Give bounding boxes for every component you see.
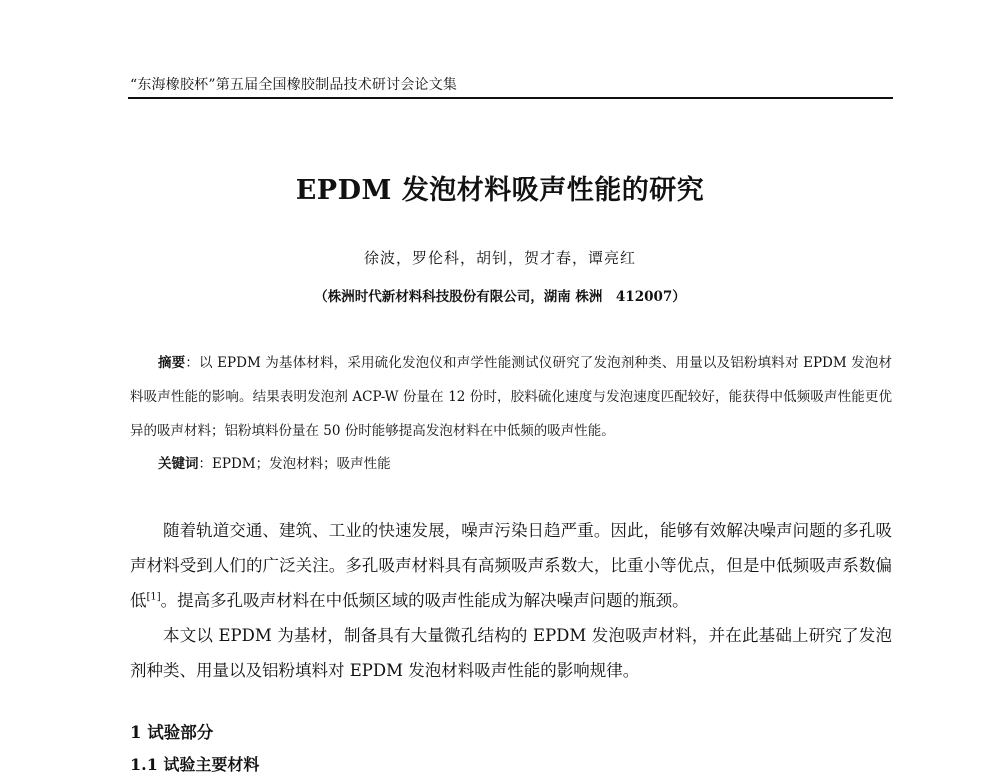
- running-header: “东海橡胶杯”第五届全国橡胶制品技术研讨会论文集: [130, 77, 458, 93]
- keywords-label: 关键词: [158, 456, 199, 472]
- keywords-text: ：EPDM；发泡材料；吸声性能: [198, 456, 391, 472]
- paragraph-1-text: 随着轨道交通、建筑、工业的快速发展，噪声污染日趋严重。因此，能够有效解决噪声问题的多孔吸声材料受到人们的广泛关注。多孔吸声材料具有高频吸声系数大，比重小等优点，但是中低频吸声系数偏低: [130, 521, 892, 610]
- abstract: [130, 346, 892, 448]
- author-list: 徐波，罗伦科，胡钊，贺才春，谭亮红: [363, 249, 636, 267]
- subsection-heading: 1.1 试验主要材料: [130, 755, 260, 774]
- keywords: [158, 452, 391, 472]
- body-paragraph-1: [130, 513, 892, 618]
- header-rule: [128, 97, 893, 99]
- paragraph-1-text-end: 。提高多孔吸声材料在中低频区域的吸声性能成为解决噪声问题的瓶颈。: [160, 591, 689, 610]
- section-heading: 1 试验部分: [130, 723, 214, 742]
- abstract-text: ：以 EPDM 为基体材料，采用硫化发泡仪和声学性能测试仪研究了发泡剂种类、用量以及铝粉填料对 EPDM 发泡材料吸声性能的影响。结果表明发泡剂 ACP-W 份量在 12 份时，胶料硫化速度与发泡速度匹配较好，能获得中低频吸声性能更优异的吸声材料；铝粉填料份量在 50 份时能够提高发泡材料在中低频的吸声性能。: [130, 355, 892, 439]
- body-paragraph-2: 本文以 EPDM 为基材，制备具有大量微孔结构的 EPDM 发泡吸声材料，并在此基础上研究了发泡剂种类、用量以及铝粉填料对 EPDM 发泡材料吸声性能的影响规律。: [130, 626, 892, 680]
- citation-ref: [1]: [146, 591, 161, 603]
- abstract-label: 摘要: [158, 355, 186, 371]
- paper-title: EPDM 发泡材料吸声性能的研究: [295, 175, 705, 206]
- affiliation: （株洲时代新材料科技股份有限公司，湖南 株洲 412007）: [314, 289, 686, 305]
